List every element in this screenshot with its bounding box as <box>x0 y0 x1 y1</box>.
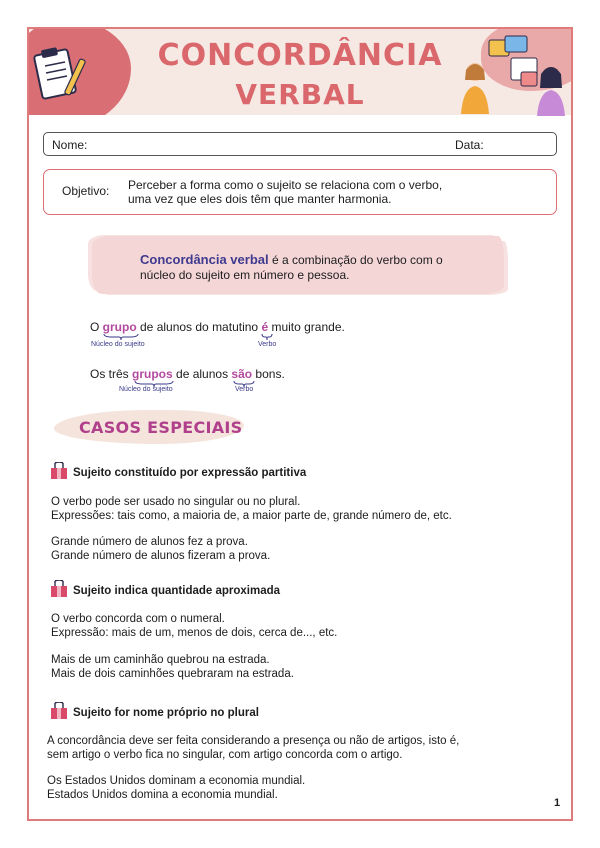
example-1-verb-label: Verbo <box>258 341 277 348</box>
section-3-para-1: A concordância deve ser feita considerando a presença ou não de artigos, isto é, sem artigo o verbo fica no singular, com artigo concorda com o artigo. <box>47 735 460 761</box>
objective-text <box>128 178 548 206</box>
example-sentence-2: Os três grupos de alunos são bons. <box>90 367 285 381</box>
example-1-verb: é <box>261 320 269 334</box>
example-2-verb: são <box>231 367 253 381</box>
example-1-core: grupo <box>102 320 137 334</box>
name-label: Nome: <box>52 138 88 152</box>
section-2-title: Sujeito indica quantidade aproximada <box>73 585 281 597</box>
date-label: Data: <box>455 138 484 152</box>
section-1-title: Sujeito constituído por expressão partitiva <box>73 467 307 479</box>
binder-clip-icon <box>50 702 68 720</box>
section-2-para-2: Mais de um caminhão quebrou na estrada. Mais de dois caminhões quebraram na estrada. <box>51 654 294 680</box>
cases-title: CASOS ESPECIAIS <box>79 418 243 437</box>
definition-line2: núcleo do sujeito em número e pessoa. <box>140 268 350 282</box>
section-1-para-1: O verbo pode ser usado no singular ou no plural. Expressões: tais como, a maioria de, a maior parte de, grande número de, etc. <box>51 496 452 522</box>
example-1-core-label: Núcleo do sujeito <box>91 341 145 348</box>
binder-clip-icon <box>50 580 68 598</box>
definition-text <box>140 252 490 283</box>
example-1-verb-brace <box>261 333 273 341</box>
example-2-core-label: Núcleo do sujeito <box>119 386 173 393</box>
section-3-title: Sujeito for nome próprio no plural <box>73 707 259 719</box>
example-sentence-1: O grupo de alunos do matutino é muito grande. <box>90 320 345 334</box>
section-1-para-2: Grande número de alunos fez a prova. Grande número de alunos fizeram a prova. <box>51 536 271 562</box>
section-3-para-2: Os Estados Unidos dominam a economia mundial. Estados Unidos domina a economia mundial. <box>47 775 306 801</box>
objective-box <box>43 169 557 215</box>
objective-line2: uma vez que eles dois têm que manter harmonia. <box>128 192 392 206</box>
page-title-line1: CONCORDÂNCIA <box>157 38 443 73</box>
page-number: 1 <box>554 797 561 809</box>
name-date-field[interactable] <box>43 132 557 156</box>
definition-rest: é a combinação do verbo com o <box>268 253 443 267</box>
section-2-para-1: O verbo concorda com o numeral. Expressão: mais de um, menos de dois, cerca de..., etc. <box>51 613 338 639</box>
example-2-core: grupos <box>132 367 173 381</box>
example-2-verb-label: Verbo <box>235 386 254 393</box>
objective-line1: Perceber a forma como o sujeito se relaciona com o verbo, <box>128 178 443 192</box>
objective-label: Objetivo: <box>62 184 110 198</box>
example-1-core-brace <box>103 333 139 341</box>
page-title-line2: VERBAL <box>235 78 365 111</box>
binder-clip-icon <box>50 462 68 480</box>
definition-term: Concordância verbal <box>140 252 269 267</box>
